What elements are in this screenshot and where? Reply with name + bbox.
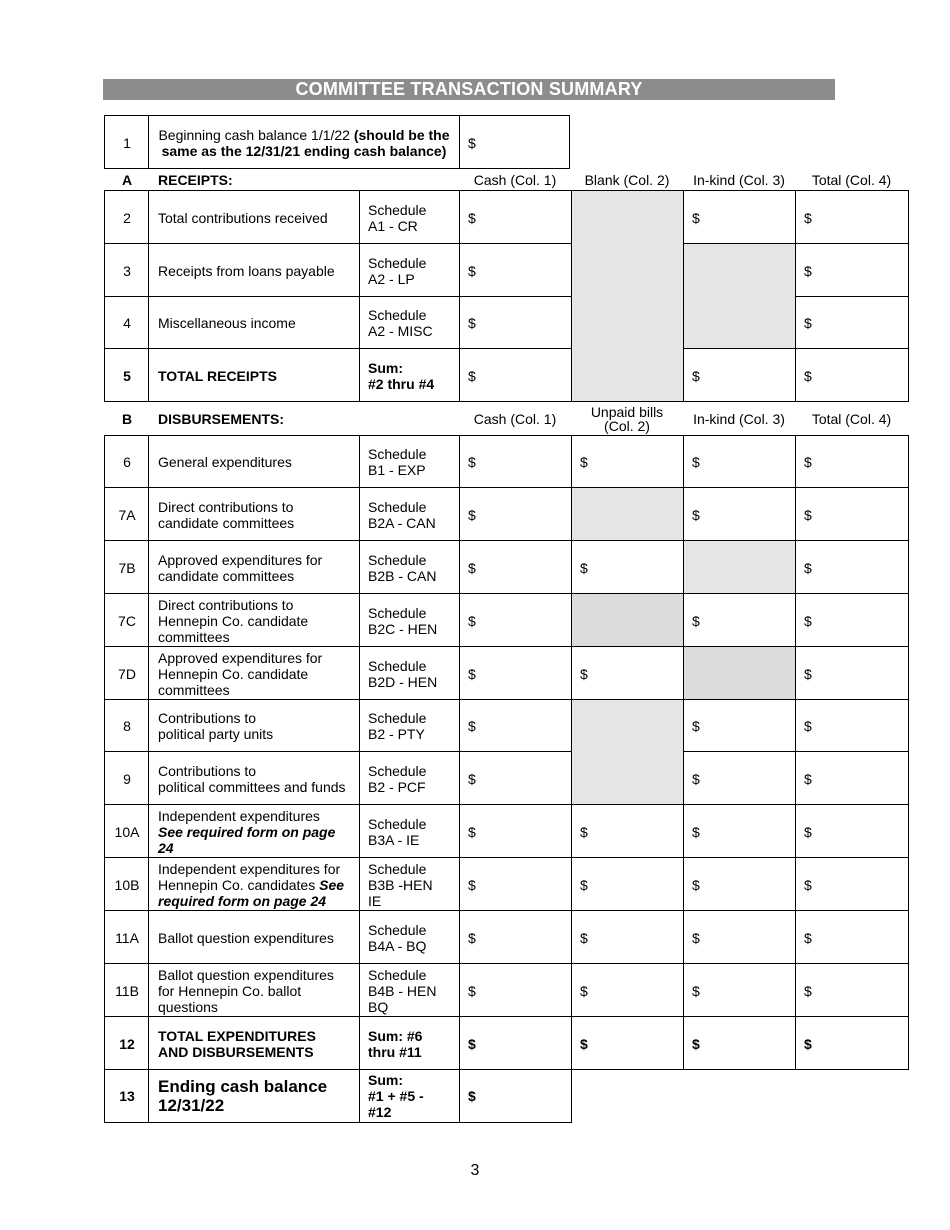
total-input[interactable]: $ — [804, 454, 812, 470]
total-input[interactable]: $ — [804, 367, 812, 384]
unpaid-input[interactable]: $ — [580, 876, 588, 893]
total-input[interactable]: $ — [804, 718, 812, 734]
schedule-ref: Schedule B4B - HEN BQ — [368, 966, 437, 1015]
inkind-input[interactable]: $ — [692, 612, 700, 629]
receipts-col1-header: Cash (Col. 1) — [473, 172, 557, 188]
rule — [104, 348, 571, 349]
schedule-ref: Schedule A2 - MISC — [368, 307, 433, 339]
rule — [571, 190, 572, 402]
rule — [104, 435, 105, 1123]
row-number: 11A — [115, 929, 139, 946]
total-input[interactable]: $ — [804, 665, 812, 682]
inkind-input[interactable]: $ — [692, 718, 700, 734]
inkind-input[interactable]: $ — [692, 367, 700, 384]
unpaid-shade-8-9 — [571, 700, 683, 805]
rule — [683, 348, 909, 349]
row-label: Approved expenditures for Hennepin Co. candidate committees — [158, 649, 323, 698]
row-number: 10B — [114, 876, 140, 893]
rule — [148, 435, 149, 1123]
rule — [104, 751, 571, 752]
row-label: Approved expenditures for candidate committees — [158, 551, 323, 584]
schedule-ref: Schedule B3A - IE — [368, 815, 427, 848]
inkind-input[interactable]: $ — [692, 982, 700, 999]
row-number: 13 — [119, 1088, 135, 1104]
beginning-cash-label: Beginning cash balance 1/1/22 (should be the same as the 12/31/21 ending cash balance) — [158, 126, 450, 159]
schedule-ref: Schedule B4A - BQ — [368, 921, 427, 954]
ending-cash-input[interactable]: $ — [468, 1088, 476, 1104]
rule — [104, 243, 571, 244]
row-label: Ballot question expenditures — [158, 929, 334, 946]
page-number: 3 — [470, 1162, 480, 1179]
row-label: Contributions to political party units — [158, 710, 274, 742]
total-input[interactable]: $ — [804, 1035, 812, 1052]
row-label: Independent expenditures See required form on page 24 — [158, 807, 336, 856]
total-input[interactable]: $ — [804, 209, 812, 226]
total-input[interactable]: $ — [804, 506, 812, 523]
receipts-col4-header: Total (Col. 4) — [811, 172, 892, 188]
inkind-input[interactable]: $ — [692, 1035, 700, 1052]
row-number: 3 — [123, 262, 131, 279]
rule — [104, 540, 909, 541]
cash-input[interactable]: $ — [468, 876, 476, 893]
row-number: 7A — [118, 506, 136, 523]
schedule-ref: Schedule B2 - PTY — [368, 710, 427, 742]
section-letter-a: A — [121, 172, 133, 188]
total-input[interactable]: $ — [804, 559, 812, 576]
rule — [104, 1069, 909, 1070]
rule — [104, 1122, 571, 1123]
inkind-input[interactable]: $ — [692, 209, 700, 226]
cash-input[interactable]: $ — [468, 612, 476, 629]
rule — [104, 190, 909, 191]
cash-input[interactable]: $ — [468, 559, 476, 576]
cash-input[interactable]: $ — [468, 315, 476, 331]
row-label: Independent expenditures for Hennepin Co. candidates See required form on page 24 — [158, 860, 345, 909]
rule — [104, 804, 909, 805]
beginning-cash-input[interactable]: $ — [468, 134, 476, 151]
rule — [104, 115, 105, 169]
rule — [104, 435, 909, 436]
unpaid-shade-7a — [571, 488, 683, 541]
rule — [908, 190, 909, 402]
cash-input[interactable]: $ — [468, 1035, 476, 1052]
page-title: COMMITTEE TRANSACTION SUMMARY — [103, 79, 835, 100]
rule — [104, 401, 909, 402]
row-number: 4 — [123, 315, 131, 331]
row-number-1: 1 — [123, 134, 131, 151]
row-number: 9 — [123, 770, 131, 787]
schedule-ref: Schedule B2 - PCF — [368, 762, 427, 795]
schedule-ref: Schedule B2B - CAN — [368, 551, 437, 584]
rule — [795, 435, 796, 1070]
row-label: Direct contributions to candidate committees — [158, 498, 295, 531]
schedule-ref: Schedule B2C - HEN — [368, 604, 438, 637]
row-number: 2 — [123, 209, 131, 226]
row-label: Contributions to political committees and funds — [158, 762, 346, 795]
rule — [359, 190, 360, 402]
rule — [795, 296, 909, 297]
total-input[interactable]: $ — [804, 612, 812, 629]
row-label: Ballot question expenditures for Hennepin Co. ballot questions — [158, 966, 334, 1015]
cash-input[interactable]: $ — [468, 665, 476, 682]
rule — [908, 435, 909, 1070]
disb-col4-header: Total (Col. 4) — [811, 411, 892, 427]
row-number: 12 — [119, 1035, 135, 1052]
rule — [104, 115, 570, 116]
row-label: Total contributions received — [158, 209, 328, 226]
unpaid-input[interactable]: $ — [580, 1035, 588, 1052]
rule — [459, 190, 460, 402]
row-label: General expenditures — [158, 454, 292, 470]
rule — [104, 593, 909, 594]
receipts-heading: RECEIPTS: — [158, 172, 233, 188]
rule — [459, 115, 460, 169]
disb-col3-header: In-kind (Col. 3) — [693, 411, 785, 427]
total-input[interactable]: $ — [804, 929, 812, 946]
unpaid-input[interactable]: $ — [580, 559, 588, 576]
rule — [359, 435, 360, 1123]
rule — [795, 190, 796, 402]
schedule-ref: Schedule B3B -HEN IE — [368, 860, 433, 909]
rule — [683, 243, 909, 244]
rule — [571, 435, 572, 1123]
total-input[interactable]: $ — [804, 770, 812, 787]
unpaid-input[interactable]: $ — [580, 982, 588, 999]
rule — [104, 168, 570, 169]
rule — [104, 910, 909, 911]
cash-input[interactable]: $ — [468, 718, 476, 734]
unpaid-input[interactable]: $ — [580, 665, 588, 682]
schedule-ref: Sum: #6 thru #11 — [368, 1027, 423, 1060]
rule — [104, 190, 105, 402]
inkind-input[interactable]: $ — [692, 506, 700, 523]
inkind-input[interactable]: $ — [692, 823, 700, 840]
cash-input[interactable]: $ — [468, 262, 476, 279]
cash-input[interactable]: $ — [468, 506, 476, 523]
rule — [104, 963, 909, 964]
disb-col1-header: Cash (Col. 1) — [473, 411, 557, 427]
row-number: 7B — [118, 559, 136, 576]
rule — [569, 115, 570, 169]
total-input[interactable]: $ — [804, 982, 812, 999]
unpaid-input[interactable]: $ — [580, 454, 588, 470]
rule — [683, 435, 684, 1070]
schedule-ref: Sum: #2 thru #4 — [368, 359, 435, 392]
rule — [104, 646, 909, 647]
total-input[interactable]: $ — [804, 262, 812, 279]
cash-input[interactable]: $ — [468, 823, 476, 840]
unpaid-shade-7c — [571, 594, 683, 647]
rule — [104, 699, 909, 700]
cash-input[interactable]: $ — [468, 209, 476, 226]
schedule-ref: Schedule B2A - CAN — [368, 498, 436, 531]
row-number: 11B — [115, 982, 139, 999]
total-input[interactable]: $ — [804, 315, 812, 331]
schedule-ref: Sum: #1 + #5 - #12 — [368, 1072, 424, 1120]
row-label: Miscellaneous income — [158, 315, 296, 331]
row-number: 7D — [118, 665, 136, 682]
inkind-input[interactable]: $ — [692, 876, 700, 893]
inkind-input[interactable]: $ — [692, 454, 700, 470]
cash-input[interactable]: $ — [468, 770, 476, 787]
cash-input[interactable]: $ — [468, 454, 476, 470]
total-input[interactable]: $ — [804, 876, 812, 893]
rule — [104, 296, 571, 297]
row-number: 8 — [123, 718, 131, 734]
schedule-ref: Schedule A1 - CR — [368, 201, 427, 234]
disb-col2-header: Unpaid bills (Col. 2) — [590, 403, 664, 434]
row-number: 7C — [118, 612, 136, 629]
rule — [683, 190, 684, 402]
ending-cash-label: Ending cash balance 12/31/22 — [158, 1077, 328, 1115]
receipts-col3-header: In-kind (Col. 3) — [693, 172, 785, 188]
rule — [104, 857, 909, 858]
disbursements-heading: DISBURSEMENTS: — [158, 411, 285, 427]
total-input[interactable]: $ — [804, 823, 812, 840]
inkind-shade-receipts — [683, 244, 795, 349]
inkind-input[interactable]: $ — [692, 770, 700, 787]
inkind-shade-7d — [683, 647, 795, 700]
rule — [683, 751, 909, 752]
row-label: Receipts from loans payable — [158, 262, 335, 279]
schedule-ref: Schedule A2 - LP — [368, 254, 427, 287]
blank-column-shade — [571, 191, 683, 402]
unpaid-input[interactable]: $ — [580, 929, 588, 946]
inkind-input[interactable]: $ — [692, 929, 700, 946]
schedule-ref: Schedule B2D - HEN — [368, 657, 438, 690]
rule — [104, 487, 909, 488]
row-number: 10A — [114, 823, 140, 840]
rule — [148, 190, 149, 402]
row-label: Direct contributions to Hennepin Co. candidate committees — [158, 596, 309, 645]
rule — [148, 115, 149, 169]
section-letter-b: B — [121, 411, 133, 427]
unpaid-input[interactable]: $ — [580, 823, 588, 840]
receipts-col2-header: Blank (Col. 2) — [584, 172, 670, 188]
cash-input[interactable]: $ — [468, 929, 476, 946]
row-number: 6 — [123, 454, 131, 470]
rule — [459, 435, 460, 1123]
total-receipts-label: TOTAL RECEIPTS — [158, 367, 278, 384]
cash-input[interactable]: $ — [468, 982, 476, 999]
row-number: 5 — [123, 367, 131, 384]
total-expenditures-label: TOTAL EXPENDITURES AND DISBURSEMENTS — [158, 1027, 316, 1060]
rule — [104, 1016, 909, 1017]
schedule-ref: Schedule B1 - EXP — [368, 446, 427, 478]
inkind-shade-7b — [683, 541, 795, 594]
cash-input[interactable]: $ — [468, 367, 476, 384]
